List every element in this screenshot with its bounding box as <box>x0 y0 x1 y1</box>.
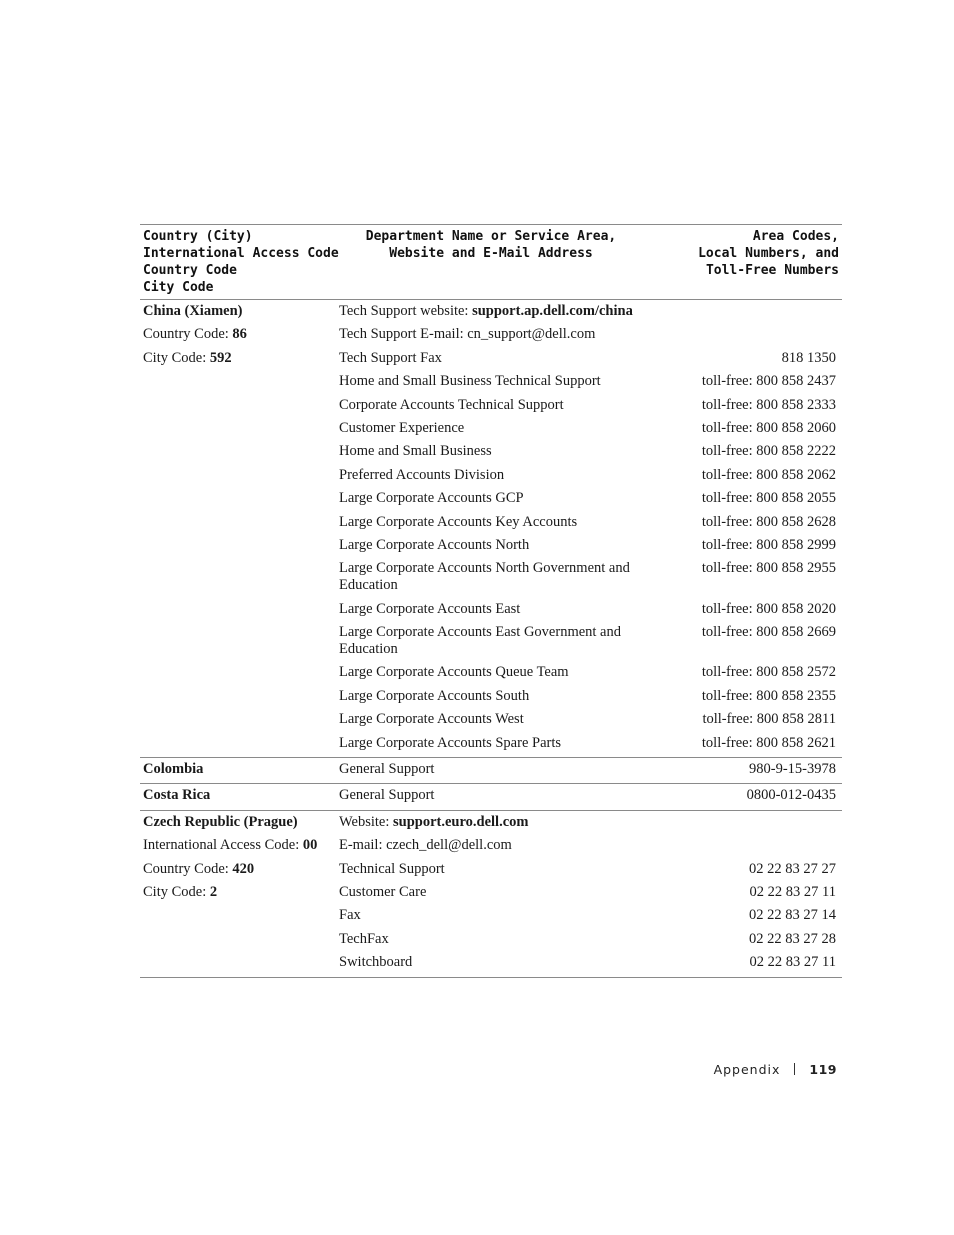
country-cell <box>140 688 336 705</box>
department-cell <box>336 467 646 484</box>
cell-text: Fax <box>339 907 361 924</box>
header-country <box>143 228 339 296</box>
country-cell <box>140 420 336 437</box>
table-row <box>140 487 842 510</box>
country-cell <box>140 537 336 554</box>
table-row <box>140 323 842 346</box>
table-row <box>140 557 842 597</box>
cell-text: Large Corporate Accounts East Government and Education <box>339 624 621 658</box>
table-row <box>140 732 842 755</box>
department-cell <box>336 861 646 878</box>
country-cell <box>140 954 336 971</box>
number-cell: 02 22 83 27 28 <box>749 930 836 947</box>
cell-text: Tech Support Fax <box>339 349 442 366</box>
cell-text: General Support <box>339 761 435 778</box>
cell-text: Website: <box>339 813 393 830</box>
header-numbers <box>639 228 839 279</box>
cell-text: 2 <box>209 883 218 900</box>
cell-text: City Code: <box>143 349 210 366</box>
country-cell <box>140 397 336 414</box>
cell-text: 592 <box>209 349 232 366</box>
number-cell: 02 22 83 27 11 <box>749 883 836 900</box>
country-cell <box>140 814 336 831</box>
country-cell <box>140 664 336 681</box>
cell-text: TechFax <box>339 930 389 947</box>
table-header <box>140 224 842 300</box>
cell-text: 420 <box>232 860 255 877</box>
country-cell <box>140 560 336 594</box>
table-row <box>140 758 842 781</box>
country-cell <box>140 884 336 901</box>
cell-text: China (Xiamen) <box>143 303 243 319</box>
cell-text: Preferred Accounts Division <box>339 466 505 483</box>
cell-text: Large Corporate Accounts East <box>339 600 521 617</box>
cell-text: Large Corporate Accounts North Government and Education <box>339 560 630 594</box>
header-country-line: Country Code <box>143 263 237 278</box>
header-department-line: Website and E-Mail Address <box>389 246 593 261</box>
cell-text: Large Corporate Accounts West <box>339 711 524 728</box>
department-cell <box>336 350 646 367</box>
country-section <box>140 811 842 978</box>
number-cell: 980-9-15-3978 <box>749 761 836 778</box>
cell-text: Technical Support <box>339 860 445 877</box>
header-numbers-line: Toll-Free Numbers <box>705 263 839 278</box>
cell-text: support.euro.dell.com <box>393 813 529 830</box>
cell-text: Large Corporate Accounts Spare Parts <box>339 734 562 751</box>
department-cell <box>336 537 646 554</box>
cell-text: General Support <box>339 787 435 804</box>
country-cell <box>140 907 336 924</box>
table-body <box>140 300 842 978</box>
cell-text: Colombia <box>143 761 204 778</box>
cell-text: Country Code: <box>143 860 233 877</box>
number-cell <box>646 837 842 854</box>
number-cell <box>646 326 842 343</box>
department-cell <box>336 326 646 343</box>
table-row <box>140 347 842 370</box>
number-cell: toll-free: 800 858 2628 <box>701 513 836 530</box>
number-cell: 02 22 83 27 27 <box>749 860 836 877</box>
department-cell <box>336 443 646 460</box>
header-department-line: Department Name or Service Area, <box>365 229 617 244</box>
department-cell <box>336 397 646 414</box>
number-cell: toll-free: 800 858 2355 <box>701 687 836 704</box>
header-department <box>336 228 646 262</box>
department-cell <box>336 601 646 618</box>
cell-text: Czech Republic (Prague) <box>143 813 298 830</box>
number-cell: toll-free: 800 858 2572 <box>701 664 836 681</box>
table-row <box>140 511 842 534</box>
cell-text: Large Corporate Accounts Queue Team <box>339 664 569 681</box>
department-cell <box>336 954 646 971</box>
table-row <box>140 370 842 393</box>
country-cell <box>140 601 336 618</box>
country-cell <box>140 787 336 804</box>
cell-text: Corporate Accounts Technical Support <box>339 396 564 413</box>
number-cell <box>646 303 842 320</box>
table-row <box>140 685 842 708</box>
cell-text: Large Corporate Accounts South <box>339 687 530 704</box>
number-cell: toll-free: 800 858 2222 <box>701 443 836 460</box>
number-cell: toll-free: 800 858 2621 <box>701 734 836 751</box>
cell-text: 00 <box>302 837 318 854</box>
cell-text: Large Corporate Accounts North <box>339 536 530 553</box>
department-cell <box>336 420 646 437</box>
department-cell <box>336 814 646 831</box>
department-cell <box>336 761 646 778</box>
table-row <box>140 784 842 807</box>
cell-text: Tech Support website: <box>339 303 473 319</box>
department-cell <box>336 907 646 924</box>
department-cell <box>336 624 646 658</box>
country-cell <box>140 350 336 367</box>
country-cell <box>140 735 336 752</box>
number-cell: 02 22 83 27 11 <box>749 954 836 971</box>
header-country-line: Country (City) <box>143 229 253 244</box>
country-cell <box>140 467 336 484</box>
country-cell <box>140 861 336 878</box>
table-row <box>140 881 842 904</box>
number-cell: toll-free: 800 858 2437 <box>701 373 836 390</box>
footer-section-label: Appendix <box>713 1062 781 1077</box>
country-section <box>140 784 842 810</box>
table-row <box>140 904 842 927</box>
country-cell <box>140 837 336 854</box>
department-cell <box>336 664 646 681</box>
department-cell <box>336 303 646 320</box>
table-row <box>140 598 842 621</box>
department-cell <box>336 688 646 705</box>
number-cell: 0800-012-0435 <box>746 787 836 804</box>
header-numbers-line: Area Codes, <box>752 229 839 244</box>
department-cell <box>336 837 646 854</box>
footer-separator <box>794 1063 795 1075</box>
department-cell <box>336 490 646 507</box>
cell-text: Costa Rica <box>143 787 211 804</box>
cell-text: E-mail: czech_dell@dell.com <box>339 837 512 854</box>
number-cell: toll-free: 800 858 2669 <box>701 624 836 641</box>
table-row <box>140 661 842 684</box>
page-footer <box>714 1062 837 1077</box>
department-cell <box>336 711 646 728</box>
page-number: 119 <box>809 1062 837 1077</box>
department-cell <box>336 560 646 594</box>
cell-text: Large Corporate Accounts Key Accounts <box>339 513 578 530</box>
country-cell <box>140 373 336 390</box>
number-cell: toll-free: 800 858 2999 <box>701 536 836 553</box>
number-cell: toll-free: 800 858 2055 <box>701 490 836 507</box>
table-row <box>140 464 842 487</box>
number-cell: toll-free: 800 858 2955 <box>701 560 836 577</box>
header-country-line: International Access Code <box>143 246 339 261</box>
table-row <box>140 621 842 661</box>
cell-text: International Access Code: <box>143 837 303 854</box>
cell-text: Home and Small Business Technical Support <box>339 373 601 390</box>
table-row <box>140 834 842 857</box>
cell-text: Large Corporate Accounts GCP <box>339 490 524 507</box>
header-numbers-line: Local Numbers, and <box>698 246 839 261</box>
number-cell: toll-free: 800 858 2333 <box>701 396 836 413</box>
table-row <box>140 440 842 463</box>
table-row <box>140 951 842 974</box>
cell-text: 86 <box>232 326 247 343</box>
country-cell <box>140 514 336 531</box>
cell-text: Home and Small Business <box>339 443 492 460</box>
number-cell: 818 1350 <box>781 349 836 366</box>
number-cell: toll-free: 800 858 2020 <box>701 600 836 617</box>
country-section <box>140 300 842 758</box>
number-cell: toll-free: 800 858 2060 <box>701 419 836 436</box>
table-row <box>140 394 842 417</box>
department-cell <box>336 735 646 752</box>
country-cell <box>140 443 336 460</box>
table-row <box>140 928 842 951</box>
number-cell <box>646 814 842 831</box>
number-cell: 02 22 83 27 14 <box>749 907 836 924</box>
cell-text: Customer Care <box>339 883 427 900</box>
country-cell <box>140 761 336 778</box>
department-cell <box>336 514 646 531</box>
table-row <box>140 534 842 557</box>
department-cell <box>336 931 646 948</box>
country-cell <box>140 326 336 343</box>
contact-table <box>140 224 842 978</box>
cell-text: support.ap.dell.com/china <box>472 303 633 319</box>
table-row <box>140 811 842 834</box>
department-cell <box>336 373 646 390</box>
table-row <box>140 708 842 731</box>
country-section <box>140 758 842 784</box>
cell-text: Customer Experience <box>339 419 465 436</box>
cell-text: Switchboard <box>339 954 413 971</box>
header-country-line: City Code <box>143 280 214 295</box>
country-cell <box>140 303 336 320</box>
department-cell <box>336 884 646 901</box>
country-cell <box>140 490 336 507</box>
table-row <box>140 858 842 881</box>
country-cell <box>140 624 336 658</box>
table-row <box>140 417 842 440</box>
department-cell <box>336 787 646 804</box>
country-cell <box>140 931 336 948</box>
number-cell: toll-free: 800 858 2062 <box>701 466 836 483</box>
number-cell: toll-free: 800 858 2811 <box>702 711 836 728</box>
cell-text: Tech Support E-mail: cn_support@dell.com <box>339 326 596 343</box>
country-cell <box>140 711 336 728</box>
cell-text: Country Code: <box>143 326 233 343</box>
table-row <box>140 300 842 323</box>
cell-text: City Code: <box>143 883 210 900</box>
